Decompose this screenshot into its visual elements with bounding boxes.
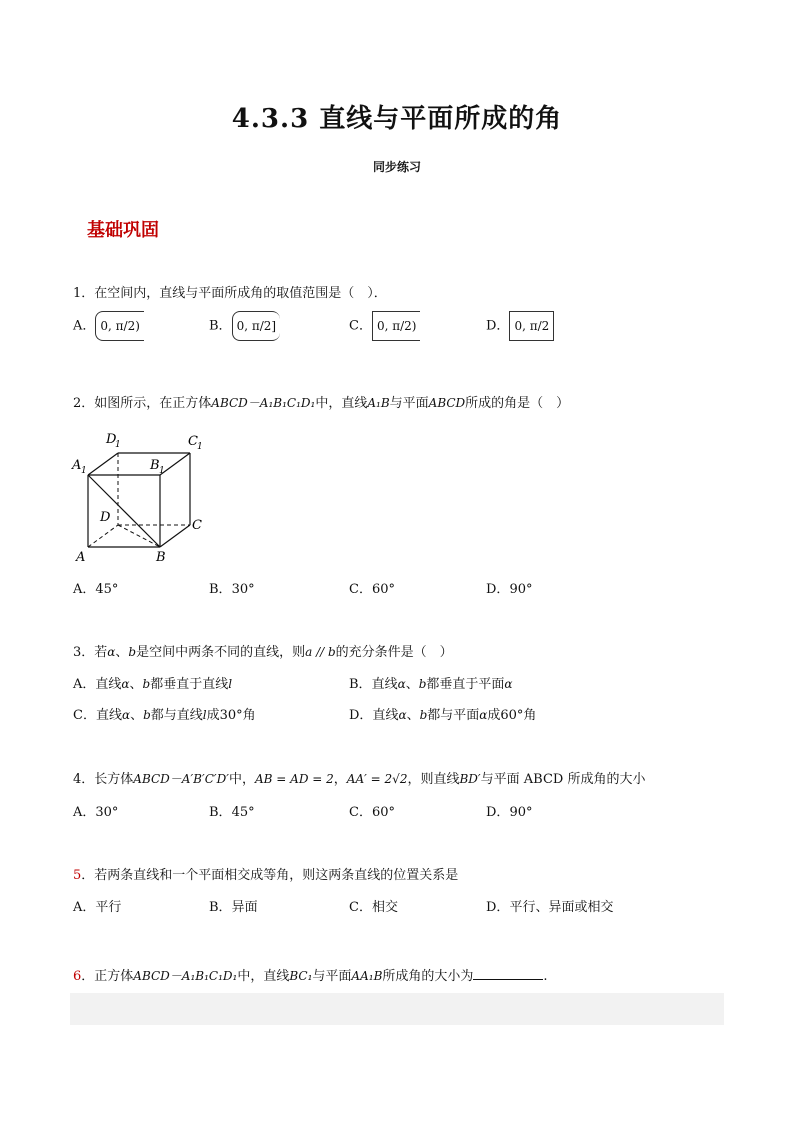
question-1-option-a: A． 0, π/2) <box>73 311 144 341</box>
cube-figure <box>68 425 208 565</box>
answer-blank[interactable] <box>473 967 543 980</box>
question-5-option-d: D．平行、异面或相交 <box>486 900 614 915</box>
question-5-option-c: C．相交 <box>349 900 398 915</box>
question-2-option-d: D．90° <box>486 582 533 597</box>
label-b1: B <box>150 458 160 473</box>
label-b: B <box>156 550 166 565</box>
label-d: D <box>100 510 111 525</box>
question-3-option-a: A．直线α、b都垂直于直线l <box>73 677 233 692</box>
interval: 0, π/2 <box>509 311 554 341</box>
question-4-stem: 4．长方体ABCD－A′B′C′D′中，AB = AD = 2，AA′ = 2√2，则直线BD′与平面 ABCD 所成角的大小 <box>73 772 646 787</box>
label-c1: C <box>188 434 198 449</box>
document-subtitle: 同步练习 <box>372 160 421 174</box>
label-a: A <box>76 550 86 565</box>
question-1-option-c: C． 0, π/2) <box>349 311 420 341</box>
interval: 0, π/2) <box>372 311 421 341</box>
question-2-stem: 2．如图所示，在正方体ABCD－A₁B₁C₁D₁中，直线A₁B与平面ABCD所成的角是（ ） <box>73 396 570 411</box>
question-4-option-d: D．90° <box>486 805 533 820</box>
interval: 0, π/2) <box>95 311 144 341</box>
question-3-option-c: C．直线α、b都与直线l成30°角 <box>73 708 256 723</box>
label-a1-sub: 1 <box>81 466 87 476</box>
question-2-option-a: A．45° <box>73 582 119 597</box>
label-d1-sub: 1 <box>115 440 121 450</box>
question-5-option-a: A．平行 <box>73 900 122 915</box>
answer-area[interactable] <box>70 993 724 1025</box>
question-1-option-d: D． 0, π/2 <box>486 311 554 341</box>
question-6-stem: 6．正方体ABCD－A₁B₁C₁D₁中，直线BC₁与平面AA₁B所成角的大小为 . <box>73 969 548 984</box>
label-b1-sub: 1 <box>159 466 165 476</box>
question-6-number: 6 <box>73 969 82 984</box>
label-c1-sub: 1 <box>197 442 203 452</box>
question-5-number: 5 <box>73 868 82 883</box>
question-4-option-a: A．30° <box>73 805 119 820</box>
question-1-option-b: B． 0, π/2] <box>209 311 280 341</box>
question-4-option-b: B．45° <box>209 805 255 820</box>
section-heading: 基础巩固 <box>87 220 159 241</box>
label-c: C <box>192 518 202 533</box>
question-2-option-c: C．60° <box>349 582 395 597</box>
question-3-option-d: D．直线α、b都与平面α成60°角 <box>349 708 537 723</box>
document-title: 4.3.3 直线与平面所成的角 <box>231 104 563 134</box>
interval: 0, π/2] <box>232 311 281 341</box>
question-5-option-b: B．异面 <box>209 900 258 915</box>
question-2-option-b: B．30° <box>209 582 255 597</box>
question-3-option-b: B．直线α、b都垂直于平面α <box>349 677 513 692</box>
question-1-stem: 1．在空间内，直线与平面所成角的取值范围是（ ）． <box>73 286 387 301</box>
label-d1: D <box>106 432 117 447</box>
question-3-stem: 3．若α、b是空间中两条不同的直线，则a // b的充分条件是（ ） <box>73 645 453 660</box>
question-5-stem: 5．若两条直线和一个平面相交成等角，则这两条直线的位置关系是 <box>73 868 459 883</box>
label-a1: A <box>72 458 82 473</box>
question-4-option-c: C．60° <box>349 805 395 820</box>
